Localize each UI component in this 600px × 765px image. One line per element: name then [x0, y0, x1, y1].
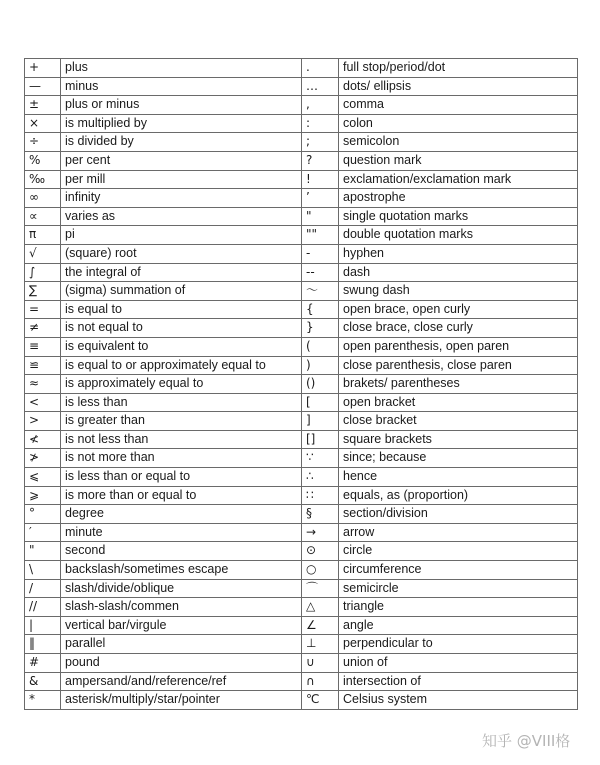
symbol-right: ? — [302, 151, 339, 170]
symbol-left: ≌ — [25, 356, 61, 375]
symbol-right: ∴ — [302, 468, 339, 487]
meaning-left: is more than or equal to — [61, 486, 302, 505]
symbol-left: √ — [25, 244, 61, 263]
symbol-left: = — [25, 300, 61, 319]
symbol-right: ⊙ — [302, 542, 339, 561]
meaning-right: hyphen — [339, 244, 578, 263]
table-row — [25, 449, 578, 468]
symbol-left: ≠ — [25, 319, 61, 338]
symbol-right: ’ — [302, 189, 339, 208]
symbol-left: \ — [25, 561, 61, 580]
symbol-right: ～ — [302, 282, 339, 301]
symbol-right: △ — [302, 598, 339, 617]
symbol-right: ∠ — [302, 616, 339, 635]
symbol-left: ÷ — [25, 133, 61, 152]
symbol-right: ∷ — [302, 486, 339, 505]
meaning-right: full stop/period/dot — [339, 59, 578, 78]
symbol-right: ( — [302, 337, 339, 356]
meaning-right: swung dash — [339, 282, 578, 301]
meaning-left: degree — [61, 505, 302, 524]
table-row — [25, 375, 578, 394]
meaning-right: open parenthesis, open paren — [339, 337, 578, 356]
table-row — [25, 523, 578, 542]
symbol-right: ) — [302, 356, 339, 375]
symbol-left: ‰ — [25, 170, 61, 189]
symbol-right: ∵ — [302, 449, 339, 468]
meaning-left: is divided by — [61, 133, 302, 152]
meaning-right: comma — [339, 96, 578, 115]
symbol-right: -- — [302, 263, 339, 282]
meaning-left: pi — [61, 226, 302, 245]
table-row — [25, 691, 578, 710]
meaning-right: angle — [339, 616, 578, 635]
symbol-right: . — [302, 59, 339, 78]
meaning-left: asterisk/multiply/star/pointer — [61, 691, 302, 710]
meaning-right: single quotation marks — [339, 207, 578, 226]
symbol-right: [ — [302, 393, 339, 412]
meaning-right: hence — [339, 468, 578, 487]
symbol-right: ⌒ — [302, 579, 339, 598]
table-row — [25, 77, 578, 96]
meaning-right: question mark — [339, 151, 578, 170]
meaning-left: minute — [61, 523, 302, 542]
symbol-right: ⊥ — [302, 635, 339, 654]
symbol-left: ∝ — [25, 207, 61, 226]
table-row — [25, 616, 578, 635]
meaning-right: arrow — [339, 523, 578, 542]
symbol-right: [] — [302, 430, 339, 449]
symbol-right: ∩ — [302, 672, 339, 691]
table-row — [25, 263, 578, 282]
meaning-left: minus — [61, 77, 302, 96]
table-row — [25, 486, 578, 505]
symbol-left: > — [25, 412, 61, 431]
meaning-left: pound — [61, 654, 302, 673]
meaning-right: apostrophe — [339, 189, 578, 208]
symbol-right: ; — [302, 133, 339, 152]
symbol-left: ∞ — [25, 189, 61, 208]
meaning-right: Celsius system — [339, 691, 578, 710]
meaning-right: union of — [339, 654, 578, 673]
table-row — [25, 672, 578, 691]
meaning-left: is equal to or approximately equal to — [61, 356, 302, 375]
table-row — [25, 189, 578, 208]
symbol-right: "" — [302, 226, 339, 245]
symbol-right: ] — [302, 412, 339, 431]
symbol-left: ≡ — [25, 337, 61, 356]
meaning-left: is equal to — [61, 300, 302, 319]
table-row — [25, 319, 578, 338]
table-row — [25, 133, 578, 152]
symbol-right: () — [302, 375, 339, 394]
symbol-left: & — [25, 672, 61, 691]
symbol-left: ° — [25, 505, 61, 524]
meaning-left: is greater than — [61, 412, 302, 431]
meaning-left: slash-slash/commen — [61, 598, 302, 617]
symbols-table-body — [25, 59, 578, 710]
meaning-left: per mill — [61, 170, 302, 189]
symbol-left: ∫ — [25, 263, 61, 282]
meaning-right: dots/ ellipsis — [339, 77, 578, 96]
symbol-right: " — [302, 207, 339, 226]
meaning-right: intersection of — [339, 672, 578, 691]
table-row — [25, 505, 578, 524]
symbol-left: ≮ — [25, 430, 61, 449]
meaning-left: is approximately equal to — [61, 375, 302, 394]
symbol-left: ′ — [25, 523, 61, 542]
symbol-left: # — [25, 654, 61, 673]
meaning-right: colon — [339, 114, 578, 133]
symbol-left: * — [25, 691, 61, 710]
symbol-left: % — [25, 151, 61, 170]
symbol-right: ! — [302, 170, 339, 189]
symbol-right: { — [302, 300, 339, 319]
table-row — [25, 244, 578, 263]
symbol-right: : — [302, 114, 339, 133]
table-row — [25, 114, 578, 133]
symbol-right: - — [302, 244, 339, 263]
meaning-right: brakets/ parentheses — [339, 375, 578, 394]
table-row — [25, 96, 578, 115]
meaning-left: per cent — [61, 151, 302, 170]
meaning-left: infinity — [61, 189, 302, 208]
meaning-right: open brace, open curly — [339, 300, 578, 319]
meaning-right: square brackets — [339, 430, 578, 449]
table-row — [25, 170, 578, 189]
meaning-left: is less than — [61, 393, 302, 412]
table-row — [25, 300, 578, 319]
meaning-left: second — [61, 542, 302, 561]
meaning-right: open bracket — [339, 393, 578, 412]
meaning-left: is not equal to — [61, 319, 302, 338]
symbol-left: ∑ — [25, 282, 61, 301]
table-row — [25, 282, 578, 301]
symbol-right: → — [302, 523, 339, 542]
meaning-left: plus or minus — [61, 96, 302, 115]
meaning-right: close parenthesis, close paren — [339, 356, 578, 375]
table-row — [25, 598, 578, 617]
watermark: 知乎 @VIII格 — [482, 732, 571, 750]
meaning-right: exclamation/exclamation mark — [339, 170, 578, 189]
table-row — [25, 337, 578, 356]
meaning-left: (square) root — [61, 244, 302, 263]
symbol-left: + — [25, 59, 61, 78]
meaning-left: parallel — [61, 635, 302, 654]
symbol-right: , — [302, 96, 339, 115]
meaning-right: section/division — [339, 505, 578, 524]
symbol-right: § — [302, 505, 339, 524]
symbol-left: ≯ — [25, 449, 61, 468]
table-row — [25, 207, 578, 226]
symbol-left: < — [25, 393, 61, 412]
symbol-left: ≈ — [25, 375, 61, 394]
meaning-left: plus — [61, 59, 302, 78]
symbol-left: | — [25, 616, 61, 635]
symbol-left: — — [25, 77, 61, 96]
table-row — [25, 151, 578, 170]
meaning-left: vertical bar/virgule — [61, 616, 302, 635]
table-row — [25, 226, 578, 245]
table-row — [25, 542, 578, 561]
symbol-left: π — [25, 226, 61, 245]
meaning-left: ampersand/and/reference/ref — [61, 672, 302, 691]
table-row — [25, 561, 578, 580]
table-row — [25, 430, 578, 449]
table-row — [25, 356, 578, 375]
meaning-right: since; because — [339, 449, 578, 468]
symbol-left: ⩾ — [25, 486, 61, 505]
symbol-left: × — [25, 114, 61, 133]
symbol-left: ‖ — [25, 635, 61, 654]
symbols-table — [24, 58, 578, 710]
meaning-left: is not less than — [61, 430, 302, 449]
symbol-left: " — [25, 542, 61, 561]
meaning-right: dash — [339, 263, 578, 282]
meaning-right: close brace, close curly — [339, 319, 578, 338]
meaning-left: varies as — [61, 207, 302, 226]
table-row — [25, 412, 578, 431]
table-row — [25, 468, 578, 487]
meaning-left: is multiplied by — [61, 114, 302, 133]
symbol-right: ∪ — [302, 654, 339, 673]
table-row — [25, 393, 578, 412]
symbol-right: ℃ — [302, 691, 339, 710]
meaning-left: is not more than — [61, 449, 302, 468]
table-row — [25, 635, 578, 654]
meaning-right: close bracket — [339, 412, 578, 431]
meaning-right: perpendicular to — [339, 635, 578, 654]
meaning-left: (sigma) summation of — [61, 282, 302, 301]
symbol-left: ⩽ — [25, 468, 61, 487]
table-row — [25, 59, 578, 78]
meaning-right: circle — [339, 542, 578, 561]
symbol-left: ± — [25, 96, 61, 115]
symbol-right: } — [302, 319, 339, 338]
meaning-left: slash/divide/oblique — [61, 579, 302, 598]
meaning-right: semicircle — [339, 579, 578, 598]
meaning-left: the integral of — [61, 263, 302, 282]
meaning-right: equals, as (proportion) — [339, 486, 578, 505]
table-row — [25, 579, 578, 598]
symbols-table-container — [24, 58, 577, 710]
meaning-left: is less than or equal to — [61, 468, 302, 487]
meaning-right: triangle — [339, 598, 578, 617]
table-row — [25, 654, 578, 673]
meaning-right: semicolon — [339, 133, 578, 152]
meaning-left: is equivalent to — [61, 337, 302, 356]
meaning-left: backslash/sometimes escape — [61, 561, 302, 580]
symbol-left: // — [25, 598, 61, 617]
meaning-right: double quotation marks — [339, 226, 578, 245]
meaning-right: circumference — [339, 561, 578, 580]
symbol-right: … — [302, 77, 339, 96]
symbol-left: / — [25, 579, 61, 598]
symbol-right: ○ — [302, 561, 339, 580]
